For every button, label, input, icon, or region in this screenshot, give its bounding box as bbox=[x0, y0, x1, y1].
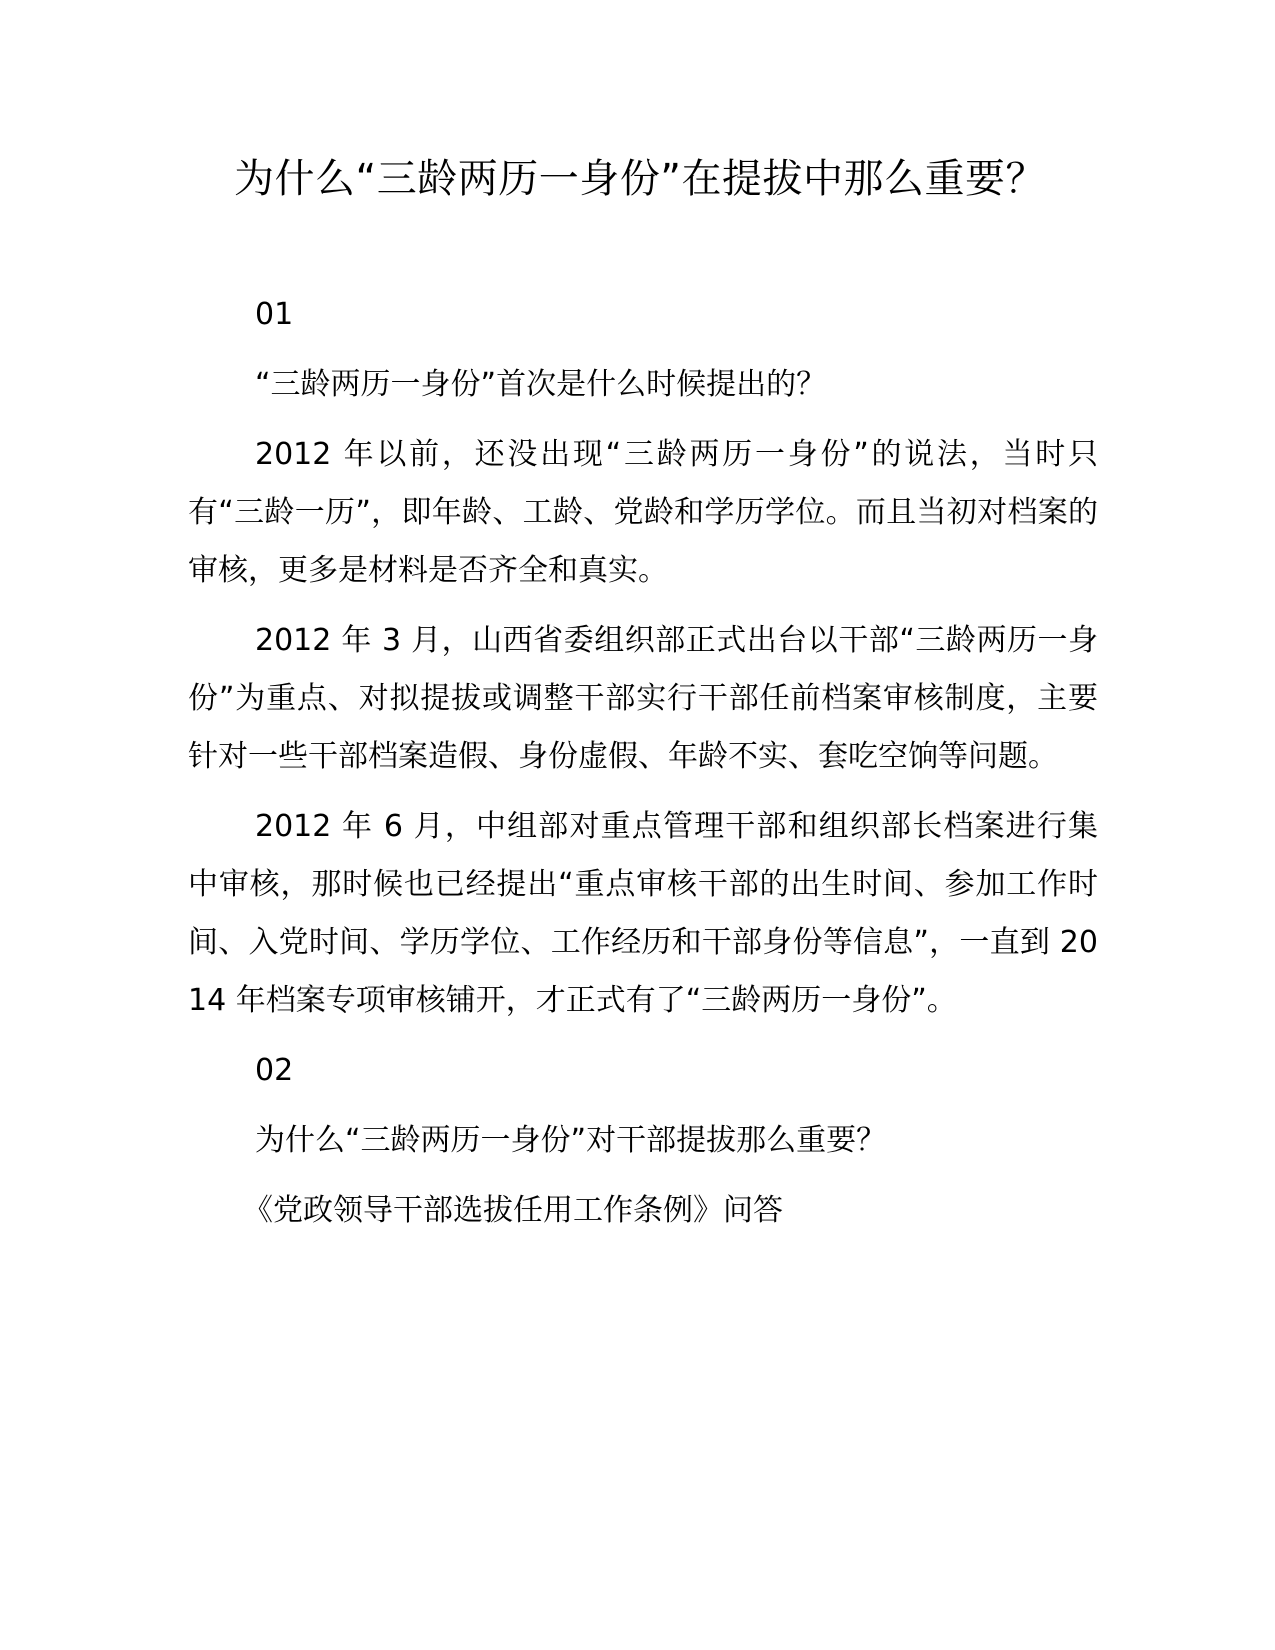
question-heading-2: 为什么“三龄两历一身份”对干部提拔那么重要？ bbox=[255, 1123, 887, 1158]
paragraph-2012-before: 2012 年以前，还没出现“三龄两历一身份”的说法，当时只有“三龄一历”，即年龄、工龄、党龄和学历学位。而且当初对档案的审核，更多是材料是否齐全和真实。 bbox=[188, 437, 1098, 588]
section-number-01: 01 bbox=[255, 297, 294, 332]
paragraph-2012-march: 2012 年 3 月，山西省委组织部正式出台以干部“三龄两历一身份”为重点、对拟提拔或调整干部实行干部任前档案审核制度，主要针对一些干部档案造假、身份虚假、年龄不实、套吃空饷等问题。 bbox=[188, 623, 1098, 774]
regulation-reference: 《党政领导干部选拔任用工作条例》问答 bbox=[243, 1193, 783, 1228]
document-body bbox=[188, 286, 1098, 1252]
question-heading-1: “三龄两历一身份”首次是什么时候提出的？ bbox=[255, 367, 827, 402]
paragraph-2012-june: 2012 年 6 月，中组部对重点管理干部和组织部长档案进行集中审核，那时候也已经提出“重点审核干部的出生时间、参加工作时间、入党时间、学历学位、工作经历和干部身份等信息”，一直到 2014 年档案专项审核铺开，才正式有了“三龄两历一身份”。 bbox=[188, 809, 1098, 1018]
section-number-02: 02 bbox=[255, 1053, 294, 1088]
document-title: 为什么“三龄两历一身份”在提拔中那么重要？ bbox=[234, 156, 1046, 202]
